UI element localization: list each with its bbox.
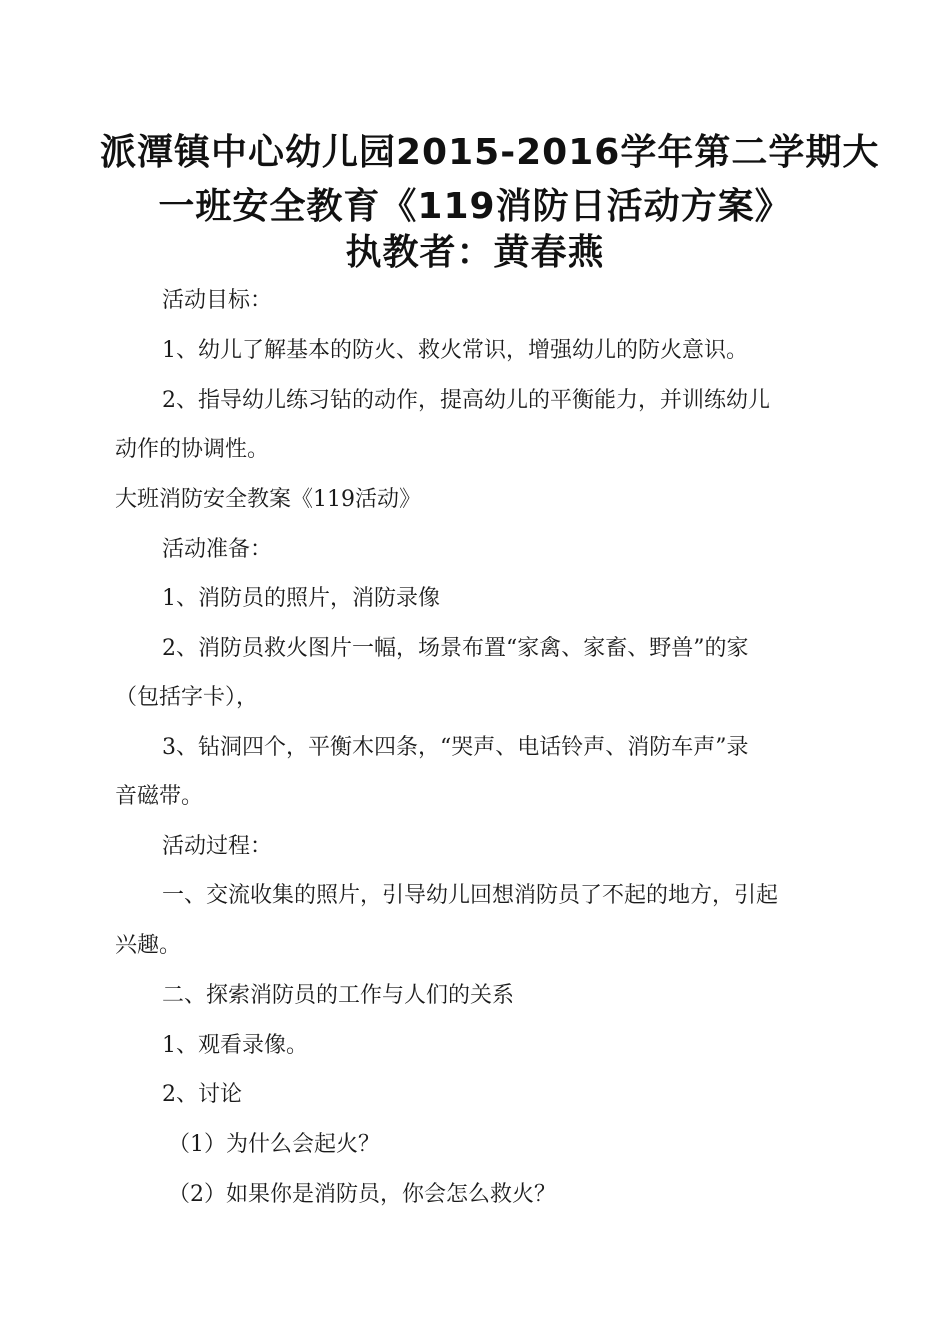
goal-2-line-1: 2、指导幼儿练习钻的动作，提高幼儿的平衡能力，并训练幼儿 — [162, 388, 770, 413]
question-1: （1）为什么会起火？ — [168, 1132, 380, 1157]
step-2-1: 1、观看录像。 — [162, 1033, 308, 1058]
prep-2-line-2: （包括字卡）， — [115, 685, 259, 710]
prep-3-line-2: 音磁带。 — [115, 784, 204, 809]
title-line-2: 一班安全教育《119消防日活动方案》 — [158, 186, 792, 227]
step-1-line-2: 兴趣。 — [115, 933, 182, 958]
title-line-1: 派潭镇中心幼儿园2015-2016学年第二学期大 — [100, 132, 880, 173]
step-1-line-1: 一、交流收集的照片，引导幼儿回想消防员了不起的地方，引起 — [162, 883, 779, 908]
step-2: 二、探索消防员的工作与人们的关系 — [162, 983, 515, 1008]
prep-heading: 活动准备： — [162, 537, 273, 562]
step-2-2: 2、讨论 — [162, 1082, 242, 1107]
prep-3-line-1: 3、钻洞四个，平衡木四条，“哭声、电话铃声、消防车声”录 — [162, 735, 749, 760]
goal-1: 1、幼儿了解基本的防火、救火常识，增强幼儿的防火意识。 — [162, 338, 748, 363]
author-line: 执教者：黄春燕 — [345, 232, 605, 273]
goals-heading: 活动目标： — [162, 288, 273, 313]
process-heading: 活动过程： — [162, 834, 273, 859]
goal-2-line-2: 动作的协调性。 — [115, 437, 270, 462]
subtitle: 大班消防安全教案《119活动》 — [115, 487, 421, 512]
question-2: （2）如果你是消防员，你会怎么救火？ — [168, 1182, 556, 1207]
prep-1: 1、消防员的照片，消防录像 — [162, 586, 440, 611]
prep-2-line-1: 2、消防员救火图片一幅，场景布置“家禽、家畜、野兽”的家 — [162, 636, 749, 661]
